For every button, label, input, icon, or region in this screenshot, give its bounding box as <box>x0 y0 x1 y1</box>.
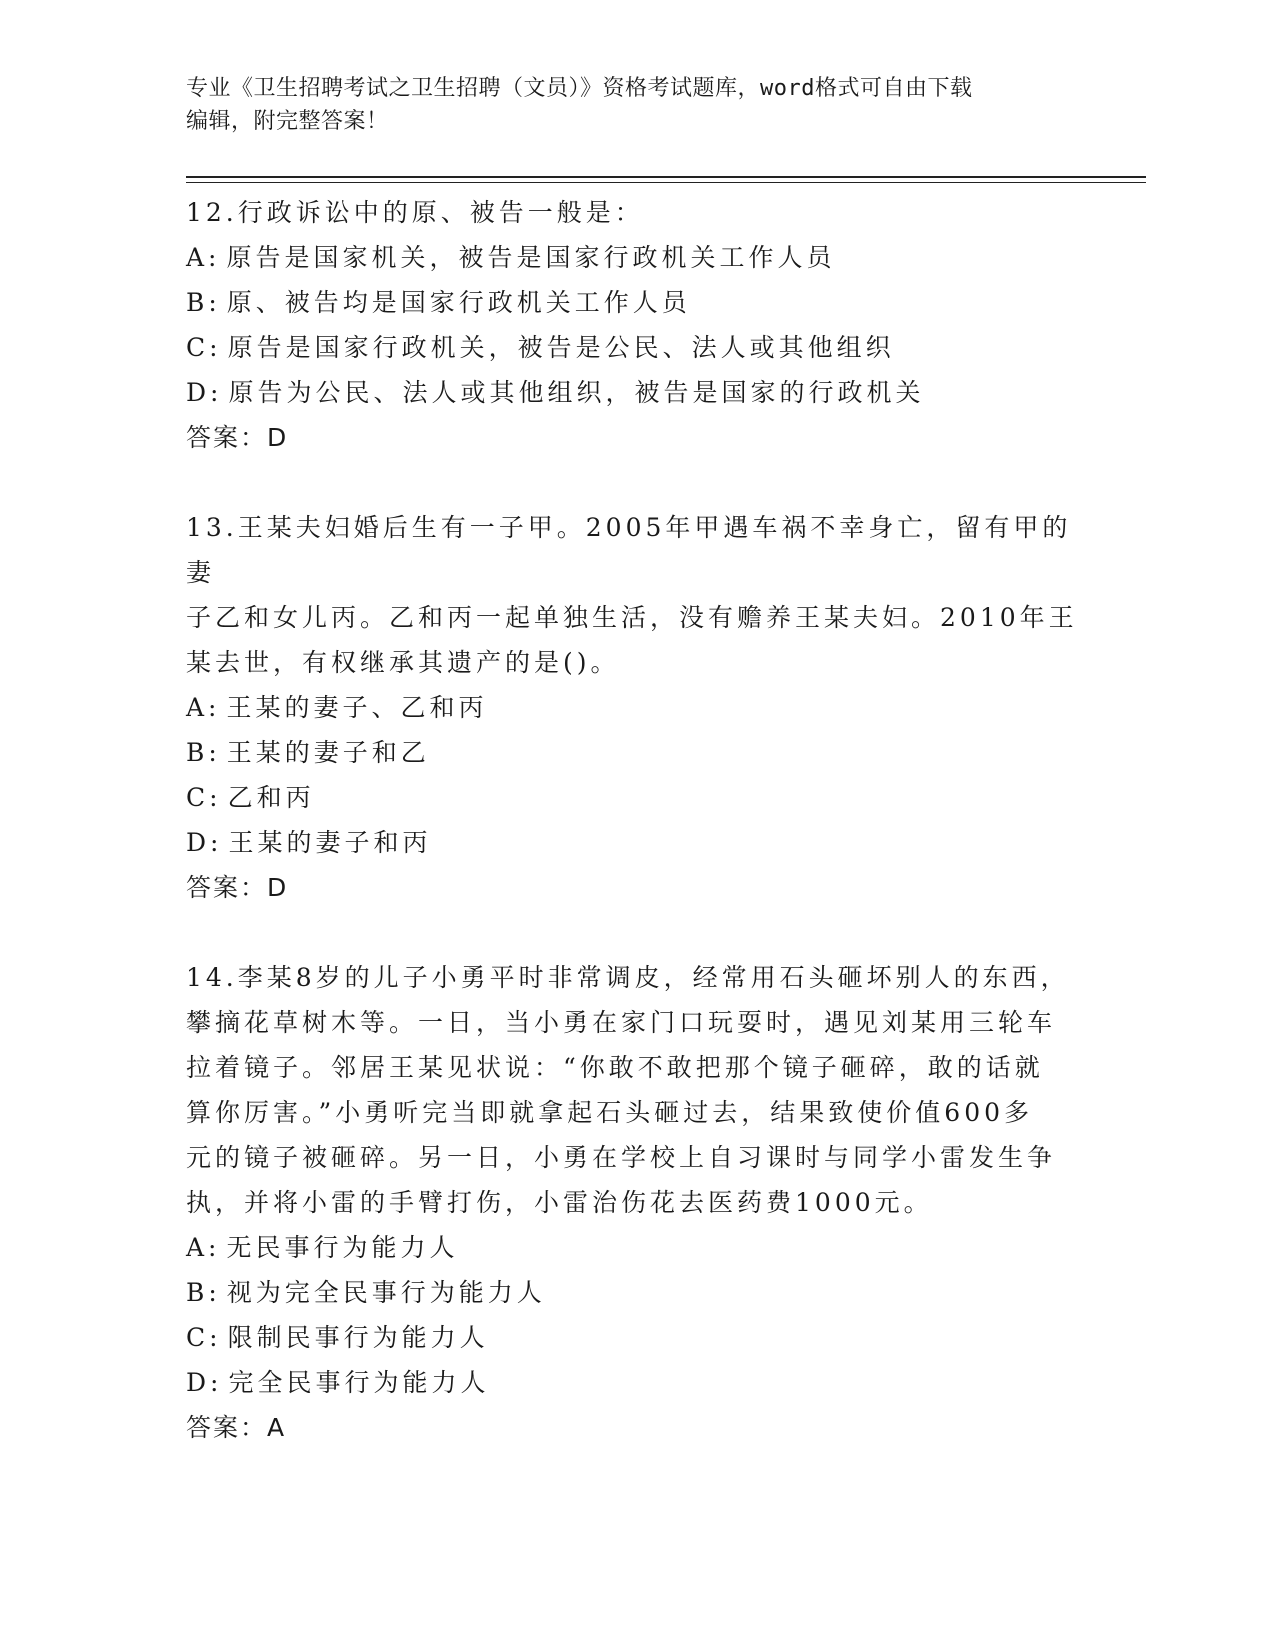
option-text: 原、被告均是国家行政机关工作人员 <box>226 288 691 317</box>
option-d <box>186 370 1086 415</box>
question-14 <box>186 955 1086 1450</box>
option-text: 视为完全民事行为能力人 <box>226 1278 546 1307</box>
option-text: 原告是国家机关，被告是国家行政机关工作人员 <box>226 243 836 272</box>
answer-line: 答案：D <box>186 423 289 452</box>
option-text: 乙和丙 <box>227 783 315 812</box>
option-text: 原告是国家行政机关，被告是公民、法人或其他组织 <box>227 333 895 362</box>
option-text: 王某的妻子和丙 <box>228 828 432 857</box>
question-stem-line: 13.王某夫妇婚后生有一子甲。2005年甲遇车祸不幸身亡，留有甲的妻 <box>186 513 1072 587</box>
option-b <box>186 280 1086 325</box>
option-letter: A: <box>186 1233 221 1262</box>
option-letter: C: <box>186 333 222 362</box>
option-letter: A: <box>186 243 221 272</box>
option-a <box>186 685 1086 730</box>
option-text: 完全民事行为能力人 <box>228 1368 490 1397</box>
option-letter: D: <box>186 1368 223 1397</box>
option-letter: D: <box>186 828 223 857</box>
question-stem-line: 算你厉害。”小勇听完当即就拿起石头砸过去，结果致使价值600多 <box>186 1098 1034 1127</box>
question-13 <box>186 505 1086 910</box>
header-divider <box>186 176 1146 183</box>
option-letter: C: <box>186 783 222 812</box>
option-d <box>186 820 1086 865</box>
question-list <box>186 190 1086 1495</box>
option-letter: D: <box>186 378 223 407</box>
answer-line: 答案：D <box>186 873 289 902</box>
question-stem-line: 12.行政诉讼中的原、被告一般是： <box>186 198 644 227</box>
option-text: 原告为公民、法人或其他组织，被告是国家的行政机关 <box>228 378 925 407</box>
option-text: 限制民事行为能力人 <box>227 1323 489 1352</box>
option-letter: A: <box>186 693 221 722</box>
question-stem-line: 某去世，有权继承其遗产的是()。 <box>186 648 620 677</box>
question-stem-line: 执，并将小雷的手臂打伤，小雷治伤花去医药费1000元。 <box>186 1188 933 1217</box>
question-stem-line: 元的镜子被砸碎。另一日，小勇在学校上自习课时与同学小雷发生争 <box>186 1143 1057 1172</box>
question-stem-line: 子乙和女儿丙。乙和丙一起单独生活，没有赡养王某夫妇。2010年王 <box>186 603 1078 632</box>
option-letter: B: <box>186 738 221 767</box>
option-letter: B: <box>186 288 221 317</box>
question-stem-line: 14.李某8岁的儿子小勇平时非常调皮，经常用石头砸坏别人的东西， <box>186 963 1070 992</box>
option-letter: C: <box>186 1323 222 1352</box>
option-text: 王某的妻子和乙 <box>226 738 430 767</box>
document-header <box>186 72 1086 138</box>
option-b <box>186 1270 1086 1315</box>
option-c <box>186 325 1086 370</box>
question-12 <box>186 190 1086 460</box>
option-a <box>186 235 1086 280</box>
header-line-1: 专业《卫生招聘考试之卫生招聘（文员）》资格考试题库，word格式可自由下载 <box>186 76 973 101</box>
option-b <box>186 730 1086 775</box>
option-text: 王某的妻子、乙和丙 <box>226 693 488 722</box>
option-c <box>186 775 1086 820</box>
header-line-2: 编辑，附完整答案！ <box>186 109 389 134</box>
option-a <box>186 1225 1086 1270</box>
option-letter: B: <box>186 1278 221 1307</box>
question-stem-line: 拉着镜子。邻居王某见状说：“你敢不敢把那个镜子砸碎，敢的话就 <box>186 1053 1044 1082</box>
option-text: 无民事行为能力人 <box>226 1233 459 1262</box>
answer-line: 答案：A <box>186 1413 287 1442</box>
question-stem-line: 攀摘花草树木等。一日，当小勇在家门口玩耍时，遇见刘某用三轮车 <box>186 1008 1057 1037</box>
option-d <box>186 1360 1086 1405</box>
option-c <box>186 1315 1086 1360</box>
